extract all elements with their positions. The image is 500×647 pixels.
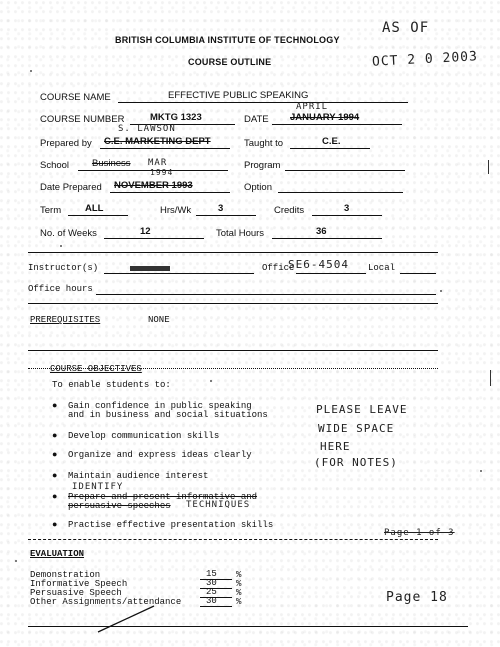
date-handwritten-correction: APRIL [296,102,329,112]
evaluation-row-value: 15 [206,569,217,579]
office-value: SE6-4504 [288,258,349,271]
evaluation-row-label: Persuasive Speech [30,588,122,598]
scan-speck [30,70,32,72]
local-line [400,273,436,274]
evaluation-row-value: 30 [206,578,217,588]
handwritten-stamp-as-of: AS OF [382,20,430,36]
objective-bullet: ● [52,520,58,530]
course-name-value: EFFECTIVE PUBLIC SPEAKING [168,90,309,101]
hours-per-week-line [196,215,256,216]
evaluation-row-unit: % [236,579,242,589]
program-line [285,170,405,171]
option-line [278,192,403,193]
objective-item: Gain confidence in public speaking [68,401,252,411]
total-hours-value: 36 [316,226,327,237]
handwritten-stamp-date: OCT 2 0 2003 [371,49,479,70]
date-line [272,124,402,125]
objective-item: Develop communication skills [68,431,220,441]
credits-line [312,215,382,216]
section-rule [28,252,438,253]
prerequisites-label: PREREQUISITES [30,315,101,325]
taught-to-line [290,148,370,149]
evaluation-row-label: Informative Speech [30,579,128,589]
objectives-intro: To enable students to: [52,380,171,390]
document-title: COURSE OUTLINE [188,57,272,67]
term-label: Term [40,205,62,216]
evaluation-row-label: Demonstration [30,570,101,580]
course-number-label: COURSE NUMBER [40,114,125,125]
term-line [68,215,128,216]
objective-handwritten-correction: IDENTIFY [72,482,124,492]
prepared-by-value: C.E. MARKETING DEPT [104,136,211,147]
objective-bullet: ● [52,471,58,481]
evaluation-row-label: Other Assignments/attendance [30,597,182,607]
school-label: School [40,160,70,171]
evaluation-row-unit: % [236,570,242,580]
taught-to-label: Taught to [244,138,284,149]
date-prepared-value: NOVEMBER 1993 [114,180,193,191]
prepared-by-line [100,148,230,149]
local-label: Local [368,263,396,273]
institution-name: BRITISH COLUMBIA INSTITUTE OF TECHNOLOGY [115,35,340,45]
objective-item: Maintain audience interest [68,471,209,481]
margin-note-line: PLEASE LEAVE [316,403,408,416]
objective-item: Practise effective presentation skills [68,520,274,530]
scan-speck [210,380,212,382]
margin-note-line: HERE [320,440,351,453]
evaluation-heading: EVALUATION [30,549,85,559]
hours-per-week-value: 3 [218,203,224,214]
instructor-redaction [130,266,170,271]
option-label: Option [244,182,272,193]
scan-speck [440,290,442,292]
number-of-weeks-line [104,238,204,239]
date-label: DATE [244,114,269,125]
prepared-by-handwritten-correction: S. LAWSON [118,124,176,134]
term-value: ALL [85,203,104,214]
edge-mark [488,160,489,174]
evaluation-row-unit: % [236,588,242,598]
date-prepared-handwritten-correction: 1994 [150,168,174,177]
handwritten-page-number: Page 18 [386,590,448,605]
instructor-label: Instructor(s) [28,263,99,273]
prerequisites-value: NONE [148,315,170,325]
section-rule [28,350,438,351]
credits-value: 3 [344,203,350,214]
taught-to-value: C.E. [322,136,341,147]
office-hours-line [96,294,436,295]
school-handwritten-note: MAR [148,158,168,168]
course-name-label: COURSE NAME [40,92,111,103]
office-line [296,273,366,274]
evaluation-row-value: 30 [206,596,217,606]
scan-speck [15,560,17,562]
margin-note-line: (FOR NOTES) [314,456,398,469]
objective-bullet: ● [52,401,58,411]
margin-note-line: WIDE SPACE [318,422,395,435]
objective-item: Prepare and present informative and [68,492,258,502]
evaluation-row-unit: % [236,597,242,607]
program-label: Program [244,160,281,171]
course-name-line [118,102,408,103]
edge-mark [490,370,491,386]
objectives-heading: COURSE OBJECTIVES [50,364,142,374]
hours-per-week-label: Hrs/Wk [160,205,192,216]
total-hours-label: Total Hours [216,228,265,239]
evaluation-row-value: 25 [206,587,217,597]
scan-speck [480,470,482,472]
objective-item-continued: and in business and social situations [68,410,268,420]
bottom-rule [28,626,468,627]
objective-bullet: ● [52,431,58,441]
school-value: Business [92,158,131,169]
instructor-line [104,273,254,274]
credits-label: Credits [274,205,305,216]
page-of-note: Page 1 of 3 [384,528,455,538]
date-value: JANUARY 1994 [290,112,360,123]
office-label: Office [262,263,295,273]
total-hours-line [272,238,382,239]
prepared-by-label: Prepared by [40,138,92,149]
pen-slash-mark [96,604,156,634]
section-rule [28,539,438,540]
objective-handwritten-correction: TECHNIQUES [186,500,251,510]
objective-bullet: ● [52,492,58,502]
evaluation-row-line [200,606,232,607]
number-of-weeks-label: No. of Weeks [40,228,97,239]
date-prepared-label: Date Prepared [40,182,102,193]
section-rule [28,303,438,304]
objective-bullet: ● [52,450,58,460]
number-of-weeks-value: 12 [140,226,151,237]
office-hours-label: Office hours [28,284,93,294]
objective-item: Organize and express ideas clearly [68,450,252,460]
scan-speck [60,245,62,247]
date-prepared-line [110,192,230,193]
course-number-value: MKTG 1323 [150,112,202,123]
objective-item-continued: persuasive speeches [68,501,171,511]
